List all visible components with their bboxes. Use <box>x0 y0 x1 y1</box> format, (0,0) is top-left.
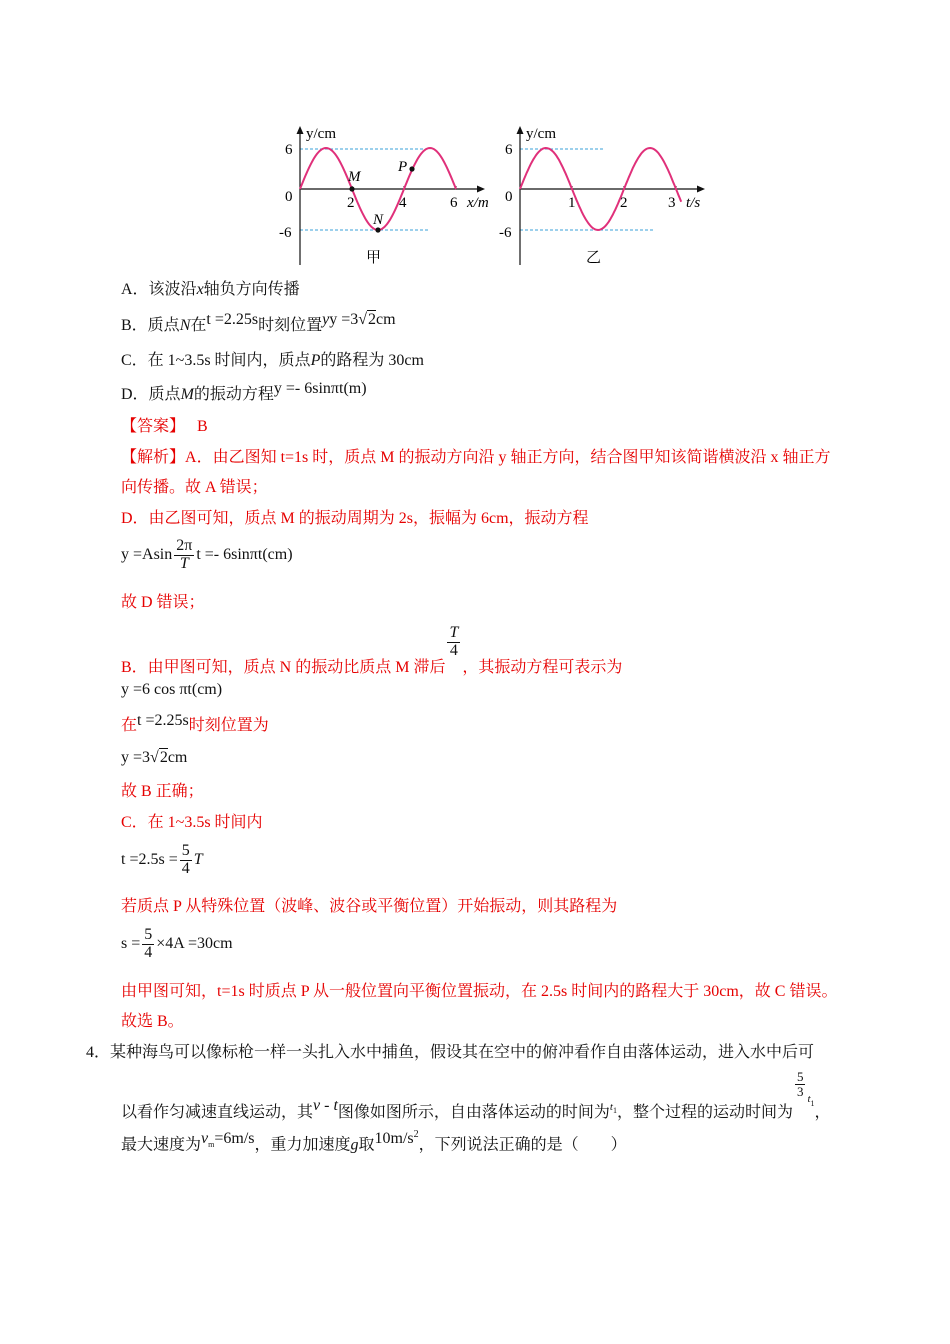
t-tick-1: 1 <box>568 195 576 211</box>
answer-line: 【答案】 B <box>121 418 208 435</box>
label-n: N <box>373 212 384 228</box>
option-a: A．该波沿x轴负方向传播 <box>121 281 300 298</box>
option-c: C．在 1~3.5s 时间内，质点P的路程为 30cm <box>121 352 424 369</box>
question-4-line-1: 4．某种海鸟可以像标枪一样一头扎入水中捕鱼，假设其在空中的俯冲看作自由落体运动，进入水中后可 <box>86 1044 815 1061</box>
option-b: B．质点N在t =2.25s时刻位置yy =3√2cm <box>121 311 396 334</box>
x-tick-2: 2 <box>347 195 355 211</box>
equation-c1: t =2.5s = $\frac{5}{4}$ T <box>121 842 203 877</box>
point-m <box>349 186 354 191</box>
equation-d: y =Asin $\frac{2\pi}{T}$ t =- 6sinπt(cm) <box>121 537 293 572</box>
point-n <box>375 227 380 232</box>
y-tick-neg6: -6 <box>499 225 512 241</box>
x-tick-4: 4 <box>399 195 407 211</box>
c-if-line: 若质点 P 从特殊位置（波峰、波谷或平衡位置）开始振动，则其路程为 <box>121 898 618 915</box>
analysis-line-1: 【解析】A．由乙图知 t=1s 时，质点 M 的振动方向沿 y 轴正方向，结合图甲知该简谐横波沿 x 轴正方 <box>121 449 831 466</box>
equation-c2: s = $\frac{5}{4}$ ×4A =30cm <box>121 926 233 961</box>
d-conclusion: 故 D 错误； <box>121 594 205 611</box>
y-tick-0: 0 <box>285 189 293 205</box>
t-tick-2: 2 <box>620 195 628 211</box>
y-tick-6: 6 <box>285 142 293 158</box>
vibration-graph-yi <box>495 120 720 275</box>
option-d: D．质点M的振动方程y =- 6sinπt(m) <box>121 380 367 403</box>
b-time-line: 在t =2.25s时刻位置为 <box>121 712 269 734</box>
t-tick-3: 3 <box>668 195 676 211</box>
label-m: M <box>348 169 361 185</box>
analysis-line-3: D．由乙图可知，质点 M 的振动周期为 2s，振幅为 6cm，振动方程 <box>121 510 589 527</box>
equation-b2: y =3√2cm <box>121 749 188 766</box>
caption-yi: 乙 <box>586 250 602 266</box>
question-4-line-3: 最大速度为vm=6m/s，重力加速度g取$10m/s^2$，下列说法正确的是（ ） <box>121 1129 627 1154</box>
b-analysis-line: B．由甲图可知，质点 N 的振动比质点 M 滞后 $\frac{T}{4}$ ，其振动方程可表示为 <box>121 624 623 676</box>
y-axis-label: y/cm <box>526 126 556 142</box>
y-tick-neg6: -6 <box>279 225 292 241</box>
question-4-line-2: 以看作匀减速直线运动，其v - t图像如图所示，自由落体运动的时间为$_{t1}$，整个过程的运动时间为 $\frac{5}{3}$ $_{t1}$， <box>121 1069 831 1121</box>
b-conclusion: 故 B 正确； <box>121 783 204 800</box>
x-tick-6: 6 <box>450 195 458 211</box>
wave-graph-jia <box>275 120 500 275</box>
label-p: P <box>398 159 408 175</box>
c-analysis-line: C．在 1~3.5s 时间内 <box>121 814 263 831</box>
y-axis-label: y/cm <box>306 126 336 142</box>
x-axis-label: x/m <box>467 195 489 211</box>
point-p <box>409 166 414 171</box>
y-tick-6: 6 <box>505 142 513 158</box>
y-tick-0: 0 <box>505 189 513 205</box>
equation-b1: y =6 cos πt(cm) <box>121 681 223 698</box>
t-axis-label: t/s <box>686 195 701 211</box>
c-conclusion: 由甲图可知，t=1s 时质点 P 从一般位置向平衡位置振动，在 2.5s 时间内的路程大于 30cm，故 C 错误。 <box>121 983 838 1000</box>
caption-jia: 甲 <box>366 250 382 266</box>
final-answer: 故选 B。 <box>121 1013 184 1030</box>
analysis-line-2: 向传播。故 A 错误； <box>121 479 268 496</box>
